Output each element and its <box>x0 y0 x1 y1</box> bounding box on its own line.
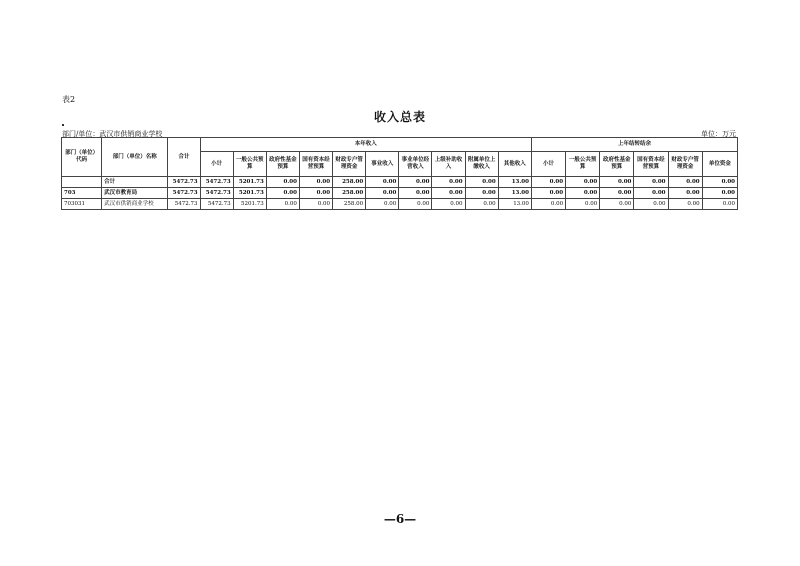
cell-current: 0.00 <box>432 199 465 210</box>
cell-current: 0.00 <box>465 177 498 188</box>
cell-carryover: 0.00 <box>634 177 668 188</box>
cell-current: 0.00 <box>366 199 399 210</box>
department-label: 部门/单位：武汉市供销商业学校 <box>62 130 163 138</box>
cell-carryover: 0.00 <box>668 188 702 199</box>
cell-code <box>62 177 102 188</box>
cell-current: 0.00 <box>266 188 299 199</box>
header-carryover-col: 财政专户管理资金 <box>668 152 702 177</box>
cell-current: 0.00 <box>399 188 432 199</box>
table-row <box>62 188 738 199</box>
cell-total: 5472.73 <box>168 199 200 210</box>
cell-current: 0.00 <box>432 188 465 199</box>
cell-current: 0.00 <box>465 188 498 199</box>
cell-current: 0.00 <box>299 199 332 210</box>
header-current-col: 一般公共预算 <box>233 152 266 177</box>
header-name: 部门（单位）名称 <box>102 138 168 177</box>
cell-carryover: 0.00 <box>600 177 634 188</box>
cell-current: 0.00 <box>366 177 399 188</box>
header-row-groups <box>62 138 738 152</box>
cell-carryover: 0.00 <box>566 188 600 199</box>
cell-name: 武汉市教育局 <box>102 188 168 199</box>
cell-current: 0.00 <box>399 177 432 188</box>
margin-mark <box>62 124 64 126</box>
table-row <box>62 177 738 188</box>
cell-total: 5472.73 <box>168 188 200 199</box>
cell-current: 5201.73 <box>233 199 266 210</box>
cell-current: 5472.73 <box>200 188 233 199</box>
cell-carryover: 0.00 <box>702 199 737 210</box>
cell-carryover: 0.00 <box>600 199 634 210</box>
header-current-income: 本年收入 <box>200 138 531 152</box>
header-current-col: 国有资本经营预算 <box>299 152 332 177</box>
cell-current: 0.00 <box>465 199 498 210</box>
cell-code: 703031 <box>62 199 102 210</box>
header-current-col: 政府性基金预算 <box>266 152 299 177</box>
header-current-col: 财政专户管理资金 <box>333 152 366 177</box>
table-row <box>62 199 738 210</box>
cell-name: 武汉市供销商业学校 <box>102 199 168 210</box>
cell-current: 13.00 <box>498 177 531 188</box>
cell-current: 5201.73 <box>233 188 266 199</box>
cell-current: 0.00 <box>432 177 465 188</box>
page-number: —6— <box>383 512 417 526</box>
header-current-col: 事业收入 <box>366 152 399 177</box>
header-current-col: 其他收入 <box>498 152 531 177</box>
cell-carryover: 0.00 <box>634 199 668 210</box>
cell-current: 258.00 <box>333 188 366 199</box>
cell-current: 0.00 <box>266 177 299 188</box>
income-summary-table <box>61 137 738 210</box>
cell-carryover: 0.00 <box>668 177 702 188</box>
header-current-col: 小计 <box>200 152 233 177</box>
header-carryover-col: 小计 <box>531 152 565 177</box>
cell-current: 0.00 <box>299 177 332 188</box>
cell-current: 258.00 <box>333 177 366 188</box>
unit-label: 单位：万元 <box>701 130 736 138</box>
header-code: 部门（单位）代码 <box>62 138 102 177</box>
header-current-col: 附属单位上缴收入 <box>465 152 498 177</box>
cell-total: 5472.73 <box>168 177 200 188</box>
cell-current: 0.00 <box>266 199 299 210</box>
table-number-label: 表2 <box>62 95 76 104</box>
header-current-col: 事业单位经营收入 <box>399 152 432 177</box>
cell-carryover: 0.00 <box>668 199 702 210</box>
cell-current: 5472.73 <box>200 199 233 210</box>
cell-carryover: 0.00 <box>702 188 737 199</box>
cell-carryover: 0.00 <box>600 188 634 199</box>
cell-current: 13.00 <box>498 199 531 210</box>
header-carryover-col: 一般公共预算 <box>566 152 600 177</box>
cell-carryover: 0.00 <box>634 188 668 199</box>
page-title: 收入总表 <box>373 110 426 124</box>
cell-carryover: 0.00 <box>531 177 565 188</box>
header-carryover-col: 单位资金 <box>702 152 737 177</box>
cell-current: 0.00 <box>399 199 432 210</box>
cell-carryover: 0.00 <box>531 188 565 199</box>
cell-code: 703 <box>62 188 102 199</box>
header-total: 合计 <box>168 138 200 177</box>
cell-current: 5472.73 <box>200 177 233 188</box>
header-carryover-col: 国有资本经营预算 <box>634 152 668 177</box>
cell-current: 258.00 <box>333 199 366 210</box>
header-current-col: 上级补助收入 <box>432 152 465 177</box>
cell-current: 13.00 <box>498 188 531 199</box>
header-carryover-col: 政府性基金预算 <box>600 152 634 177</box>
cell-current: 0.00 <box>366 188 399 199</box>
cell-carryover: 0.00 <box>566 199 600 210</box>
cell-current: 0.00 <box>299 188 332 199</box>
cell-name: 合计 <box>102 177 168 188</box>
cell-current: 5201.73 <box>233 177 266 188</box>
cell-carryover: 0.00 <box>531 199 565 210</box>
cell-carryover: 0.00 <box>702 177 737 188</box>
cell-carryover: 0.00 <box>566 177 600 188</box>
header-carryover: 上年结转结余 <box>531 138 737 152</box>
